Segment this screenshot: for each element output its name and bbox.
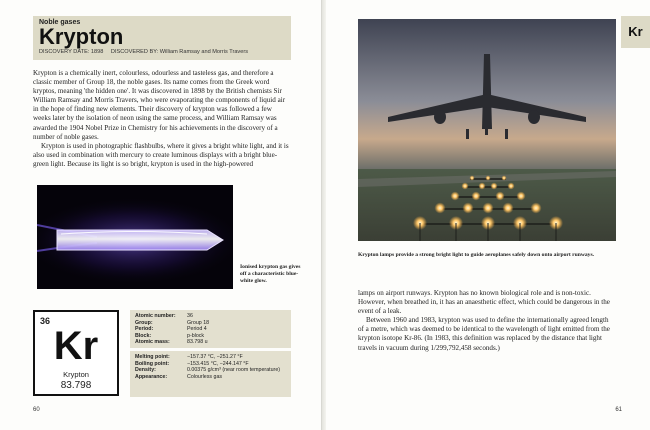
property-row bbox=[135, 361, 286, 368]
property-key: Atomic number: bbox=[135, 313, 176, 319]
paragraph: Between 1960 and 1983, krypton was used to define the internationally agreed length of a metre, which was deemed to be identical to the wavelength of light emitted from the krypton isotope Kr-86. (In 1983, this definition was replaced by the distance that light travels in vacuum during 1/299,792,458 seconds.) bbox=[358, 316, 610, 352]
left-body-text bbox=[33, 69, 291, 169]
property-key: Appearance: bbox=[135, 373, 168, 380]
property-row bbox=[135, 320, 286, 327]
properties-table-physical bbox=[130, 351, 291, 397]
property-value: p-block bbox=[187, 332, 205, 339]
airport-runway-photo bbox=[358, 19, 616, 241]
property-row bbox=[135, 374, 286, 381]
property-value: −157.37 °C, −251.27 °F bbox=[187, 354, 243, 360]
property-row bbox=[135, 333, 286, 340]
paragraph: Krypton is a chemically inert, colourless, odourless and tasteless gas, and therefore a classic member of Group 18, the noble gases. Its name comes from the Greek word kryptos, meaning 'the hidden one'. It was discovered in 1898 by the British chemists Sir William Ramsay and Morris Travers, who were evaporating the components of liquid air in the hope of finding new elements. Their discovery of krypton was followed a few weeks later by the isolation of neon using the same process, and William Ramsay was awarded the 1904 Nobel Prize in Chemistry for his achievements in the discovery of a number of noble gases. bbox=[33, 69, 286, 141]
left-page bbox=[0, 0, 322, 430]
property-row bbox=[135, 354, 286, 361]
atomic-number: 36 bbox=[40, 316, 51, 326]
property-row bbox=[135, 326, 286, 333]
category-label: Noble gases bbox=[39, 19, 81, 26]
property-value: 36 bbox=[187, 313, 193, 319]
property-key: Melting point: bbox=[135, 354, 170, 360]
property-value: −153.415 °C, −244.147 °F bbox=[187, 360, 249, 367]
tube-caption: Ionised krypton gas gives off a characteristic blue-white glow. bbox=[240, 264, 301, 284]
atomic-mass: 83.798 bbox=[60, 380, 92, 391]
element-name: Krypton bbox=[63, 370, 89, 379]
property-value: 83.798 u bbox=[187, 339, 208, 346]
page-number-left: 60 bbox=[33, 407, 40, 413]
page-number-right: 61 bbox=[615, 407, 622, 413]
airplane-landing-illustration bbox=[358, 19, 616, 241]
property-key: Boiling point: bbox=[135, 360, 170, 367]
property-key: Density: bbox=[135, 367, 156, 374]
glow-tube-illustration bbox=[37, 185, 233, 289]
element-symbol: Kr bbox=[53, 324, 99, 368]
property-row bbox=[135, 313, 286, 320]
property-row bbox=[135, 367, 286, 374]
property-key: Atomic mass: bbox=[135, 339, 170, 346]
airport-caption: Krypton lamps provide a strong bright light to guide aeroplanes safely down onto airport runways. bbox=[358, 252, 595, 258]
element-tile bbox=[33, 310, 119, 396]
property-value: 0.00375 g/cm³ (near room temperature) bbox=[187, 367, 281, 374]
properties-table-basic bbox=[130, 310, 291, 348]
paragraph: Krypton is used in photographic flashbulbs, where it gives a bright white light, and it is also used in combination with mercury to create luminous displays with a bright blue-green light. Because its light is so bright, krypton is used in the high-powered bbox=[33, 141, 289, 168]
property-key: Group: bbox=[135, 319, 153, 326]
property-value: Period 4 bbox=[187, 326, 207, 333]
property-row bbox=[135, 339, 286, 346]
discovery-date: DISCOVERY DATE: 1898 bbox=[39, 49, 104, 55]
krypton-tube-photo bbox=[37, 185, 233, 289]
property-value: Colourless gas bbox=[187, 373, 223, 380]
element-symbol-tab: Kr bbox=[621, 16, 650, 48]
discovery-meta bbox=[39, 49, 285, 55]
property-key: Period: bbox=[135, 326, 154, 333]
page-title: Krypton bbox=[39, 24, 124, 49]
right-body-text bbox=[358, 289, 616, 353]
property-value: Group 18 bbox=[187, 319, 210, 326]
paragraph: lamps on airport runways. Krypton has no known biological role and is non-toxic. However, when breathed in, it has an anaesthetic effect, which could be dangerous in the event of a leak. bbox=[358, 289, 610, 316]
discovered-by: DISCOVERED BY: William Ramsay and Morris Travers bbox=[110, 49, 248, 55]
property-key: Block: bbox=[135, 332, 152, 339]
element-header bbox=[33, 16, 291, 60]
